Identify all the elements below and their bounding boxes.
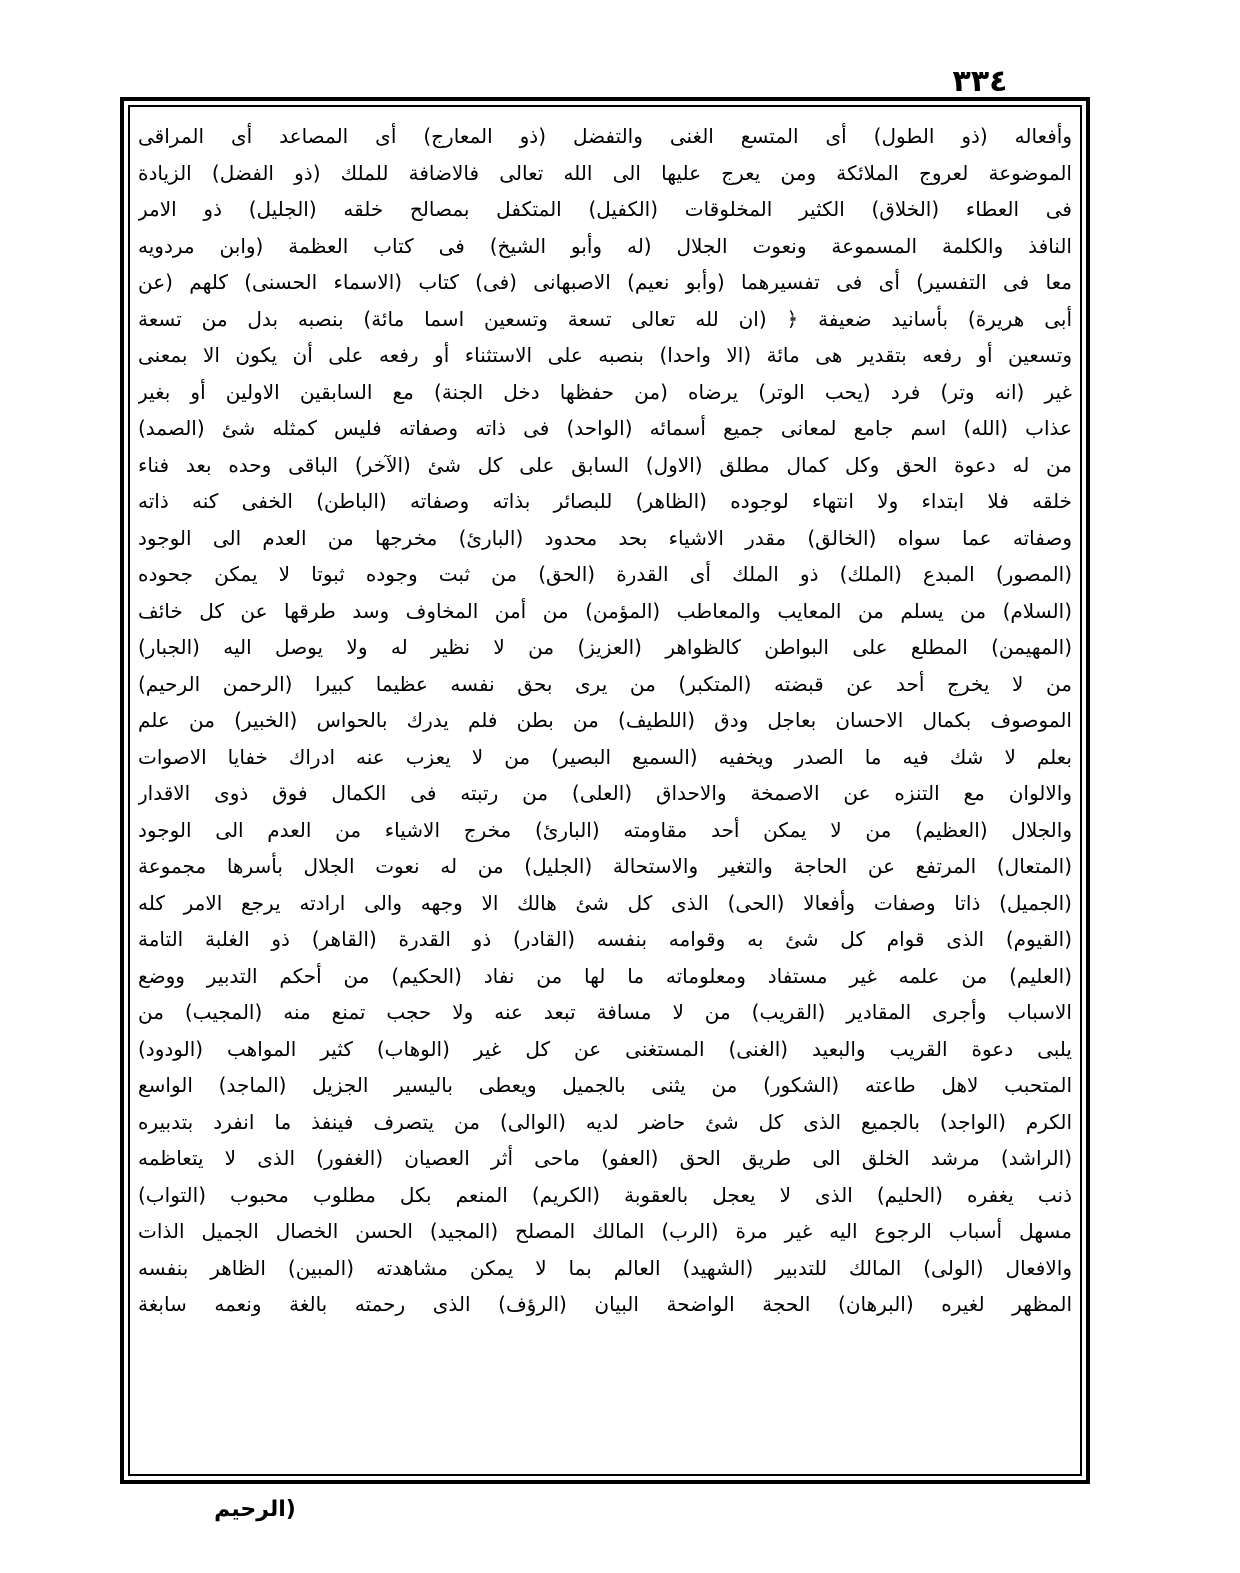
text-line: (المهيمن) المطلع على البواطن كالظواهر (العزيز) من لا نظير له ولا يوصل اليه (الجبار) [138, 635, 1072, 659]
text-line: عذاب (الله) اسم جامع لمعانى جميع أسمائه (الواحد) فى ذاته وصفاته فليس كمثله شئ (الصمد) [138, 416, 1072, 440]
text-line: (المصور) المبدع (الملك) ذو الملك أى القدرة (الحق) من ثبت وجوده ثبوتا لا يمكن جحوده [138, 562, 1072, 586]
text-line: مسهل أسباب الرجوع اليه غير مرة (الرب) المالك المصلح (المجيد) الحسن الخصال الجميل الذات [138, 1219, 1072, 1243]
text-line: ذنب يغفره (الحليم) الذى لا يعجل بالعقوبة (الكريم) المنعم بكل مطلوب محبوب (التواب) [138, 1182, 1072, 1207]
text-line: والافعال (الولى) المالك للتدبير (الشهيد) العالم بما لا يمكن مشاهدته (المبين) الظاهر بنفسه [138, 1255, 1072, 1280]
text-line: الموصوف بكمال الاحسان بعاجل ودق (اللطيف) من بطن فلم يدرك بالحواس (الخبير) من علم [138, 708, 1072, 732]
main-text [138, 118, 1072, 1468]
text-line: الاسباب وأجرى المقادير (القريب) من لا مسافة تبعد عنه ولا حجب تمنع منه (المجيب) من [138, 1000, 1072, 1024]
text-line: المتحبب لاهل طاعته (الشكور) من يثنى بالجميل ويعطى باليسير الجزيل (الماجد) الواسع [138, 1073, 1072, 1097]
text-line: خلقه فلا ابتداء ولا انتهاء لوجوده (الظاهر) للبصائر بذاته وصفاته (الباطن) الخفى كنه ذاته [138, 489, 1072, 513]
text-line: غير (انه وتر) فرد (يحب الوتر) يرضاه (من حفظها دخل الجنة) مع السابقين الاولين أو بغير [138, 379, 1072, 404]
text-line: (السلام) من يسلم من المعايب والمعاطب (المؤمن) من أمن المخاوف وسد طرقها عن كل خائف [138, 598, 1072, 623]
text-line: وأفعاله (ذو الطول) أى المتسع الغنى والتفضل (ذو المعارج) أى المصاعد أى المراقى [138, 124, 1072, 148]
text-line: معا فى التفسير) أى فى تفسيرهما (وأبو نعيم) الاصبهانى (فى) كتاب (الاسماء الحسنى) كلهم (عن [138, 270, 1072, 294]
text-line: (الجميل) ذاتا وصفات وأفعالا (الحى) الذى كل شئ هالك الا وجهه والى ارادته يرجع الامر كله [138, 890, 1072, 915]
text-line: وتسعين أو رفعه بتقدير هى مائة (الا واحدا) بنصبه على الاستثناء أو رفعه على أن يكون الا بمعنى [138, 343, 1072, 367]
text-line: والالوان مع التنزه عن الاصمخة والاحداق (العلى) من رتبته فى الكمال فوق ذوى الاقدار [138, 781, 1072, 805]
text-line: النافذ والكلمة المسموعة ونعوت الجلال (له وأبو الشيخ) فى كتاب العظمة (وابن مردويه [138, 233, 1072, 258]
text-line: من له دعوة الحق وكل كمال مطلق (الاول) السابق على كل شئ (الآخر) الباقى وحده بعد فناء [138, 452, 1072, 477]
text-line: والجلال (العظيم) من لا يمكن أحد مقاومته (البارئ) مخرج الاشياء من العدم الى الوجود [138, 817, 1072, 842]
text-line: يلبى دعوة القريب والبعيد (الغنى) المستغنى عن كل غير (الوهاب) كثير المواهب (الودود) [138, 1036, 1072, 1061]
text-line: من لا يخرج أحد عن قبضته (المتكبر) من يرى بحق نفسه عظيما كبيرا (الرحمن الرحيم) [138, 671, 1072, 696]
text-line: (الراشد) مرشد الخلق الى طريق الحق (العفو) ماحى أثر العصيان (الغفور) الذى لا يتعاظمه [138, 1146, 1072, 1170]
text-line: الكرم (الواجد) بالجميع الذى كل شئ حاضر لديه (الوالى) من يتصرف فينفذ ما انفرد بتدبيره [138, 1109, 1072, 1134]
text-line: بعلم لا شك فيه ما الصدر ويخفيه (السميع البصير) من لا يعزب عنه ادراك خفايا الاصوات [138, 744, 1072, 769]
page-number: ٣٣٤ [952, 64, 1008, 99]
text-line: (العليم) من علمه غير مستفاد ومعلوماته ما لها من نفاد (الحكيم) من أحكم التدبير ووضع [138, 963, 1072, 988]
text-line: الموضوعة لعروج الملائكة ومن يعرج عليها الى الله تعالى فالاضافة للملك (ذو الفضل) الزيادة [138, 160, 1072, 185]
text-line: (القيوم) الذى قوام كل شئ به وقوامه بنفسه (القادر) ذو القدرة (القاهر) ذو الغلبة التامة [138, 927, 1072, 951]
text-line: المظهر لغيره (البرهان) الحجة الواضحة البيان (الرؤف) الذى رحمته بالغة ونعمه سابغة [138, 1292, 1072, 1316]
catchword: (الرحيم [214, 1497, 296, 1522]
text-line: أبى هريرة) بأسانيد ضعيفة ﴿ (ان لله تعالى تسعة وتسعين اسما مائة) بنصبه بدل من تسعة [138, 306, 1072, 331]
text-line: فى العطاء (الخلاق) الكثير المخلوقات (الكفيل) المتكفل بمصالح خلقه (الجليل) ذو الامر [138, 197, 1072, 221]
text-line: وصفاته عما سواه (الخالق) مقدر الاشياء بحد محدود (البارئ) مخرجها من العدم الى الوجود [138, 525, 1072, 550]
text-line: (المتعال) المرتفع عن الحاجة والتغير والاستحالة (الجليل) من له نعوت الجلال بأسرها مجموعة [138, 854, 1072, 878]
